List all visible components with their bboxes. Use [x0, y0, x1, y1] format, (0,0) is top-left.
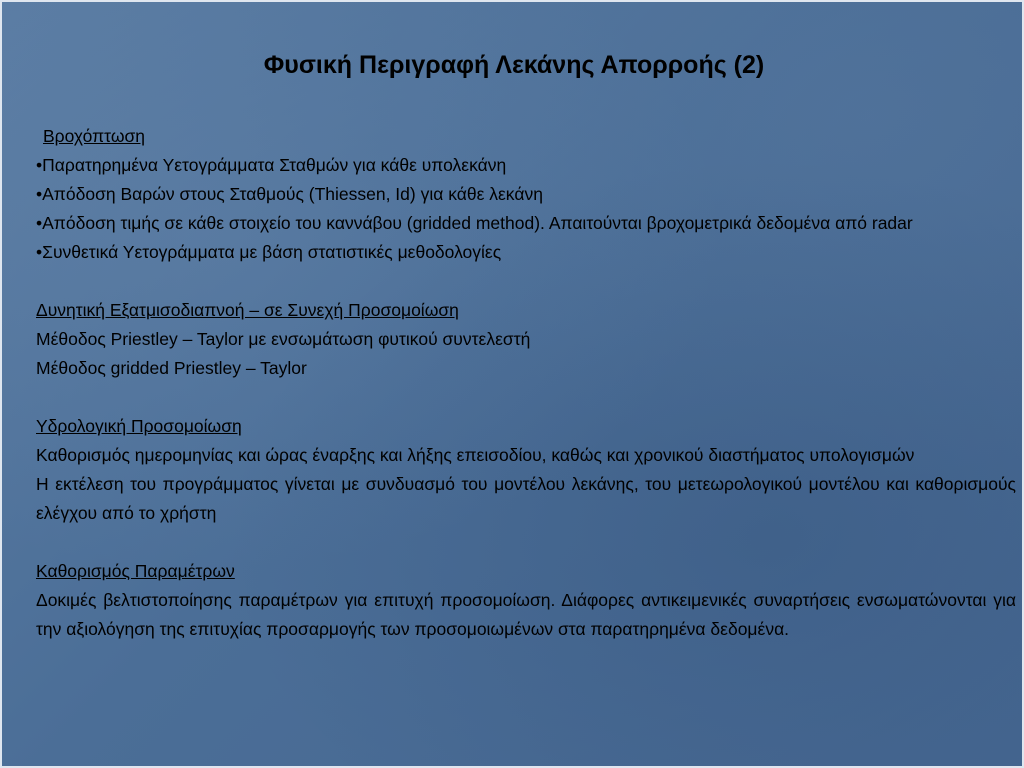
- section-evapotranspiration: [36, 296, 1016, 383]
- bullet-item: •Παρατηρημένα Υετογράμματα Σταθμών για κάθε υπολεκάνη: [36, 155, 507, 175]
- bullet-item: •Απόδοση τιμής σε κάθε στοιχείο του καννάβου (gridded method). Απαιτούνται βροχομετρικά δεδομένα από radar: [36, 213, 913, 233]
- section-heading-evapotranspiration: Δυνητική Εξατμισοδιαπνοή – σε Συνεχή Προσομοίωση: [36, 300, 459, 320]
- slide-title: Φυσική Περιγραφή Λεκάνης Απορροής (2): [263, 51, 765, 79]
- text-item: Καθορισμός ημερομηνίας και ώρας έναρξης και λήξης επεισοδίου, καθώς και χρονικού διαστήματος υπολογισμών: [36, 445, 915, 465]
- spacer: [36, 383, 1016, 412]
- text-item: Μέθοδος Priestley – Taylor με ενσωμάτωση φυτικού συντελεστή: [36, 329, 531, 349]
- section-hydrologic-simulation: [36, 412, 1016, 528]
- text-item: Δοκιμές βελτιστοποίησης παραμέτρων για επιτυχή προσομοίωση. Διάφορες αντικειμενικές συναρτήσεις ενσωματώνονται για την αξιολόγηση της επιτυχίας προσαρμογής των προσομοιωμένων στα παρατηρημένα δεδομένα.: [36, 590, 1016, 639]
- bullet-item: •Απόδοση Βαρών στους Σταθμούς (Thiessen, Id) για κάθε λεκάνη: [36, 184, 543, 204]
- section-heading-parameter-calibration: Καθορισμός Παραμέτρων: [36, 561, 235, 581]
- bullet-item: •Συνθετικά Υετογράμματα με βάση στατιστικές μεθοδολογίες: [36, 242, 502, 262]
- section-heading-hydrologic-simulation: Υδρολογική Προσομοίωση: [36, 416, 242, 436]
- spacer: [36, 267, 1016, 296]
- spacer: [36, 528, 1016, 557]
- section-rainfall: [36, 122, 1016, 267]
- text-item: Η εκτέλεση του προγράμματος γίνεται με συνδυασμό του μοντέλου λεκάνης, του μετεωρολογικού μοντέλου και καθορισμούς ελέγχου από το χρήστη: [36, 474, 1016, 523]
- section-parameter-calibration: [36, 557, 1016, 644]
- section-heading-rainfall: Βροχόπτωση: [43, 126, 146, 146]
- slide-body: [36, 122, 1016, 644]
- text-item: Μέθοδος gridded Priestley – Taylor: [36, 358, 307, 378]
